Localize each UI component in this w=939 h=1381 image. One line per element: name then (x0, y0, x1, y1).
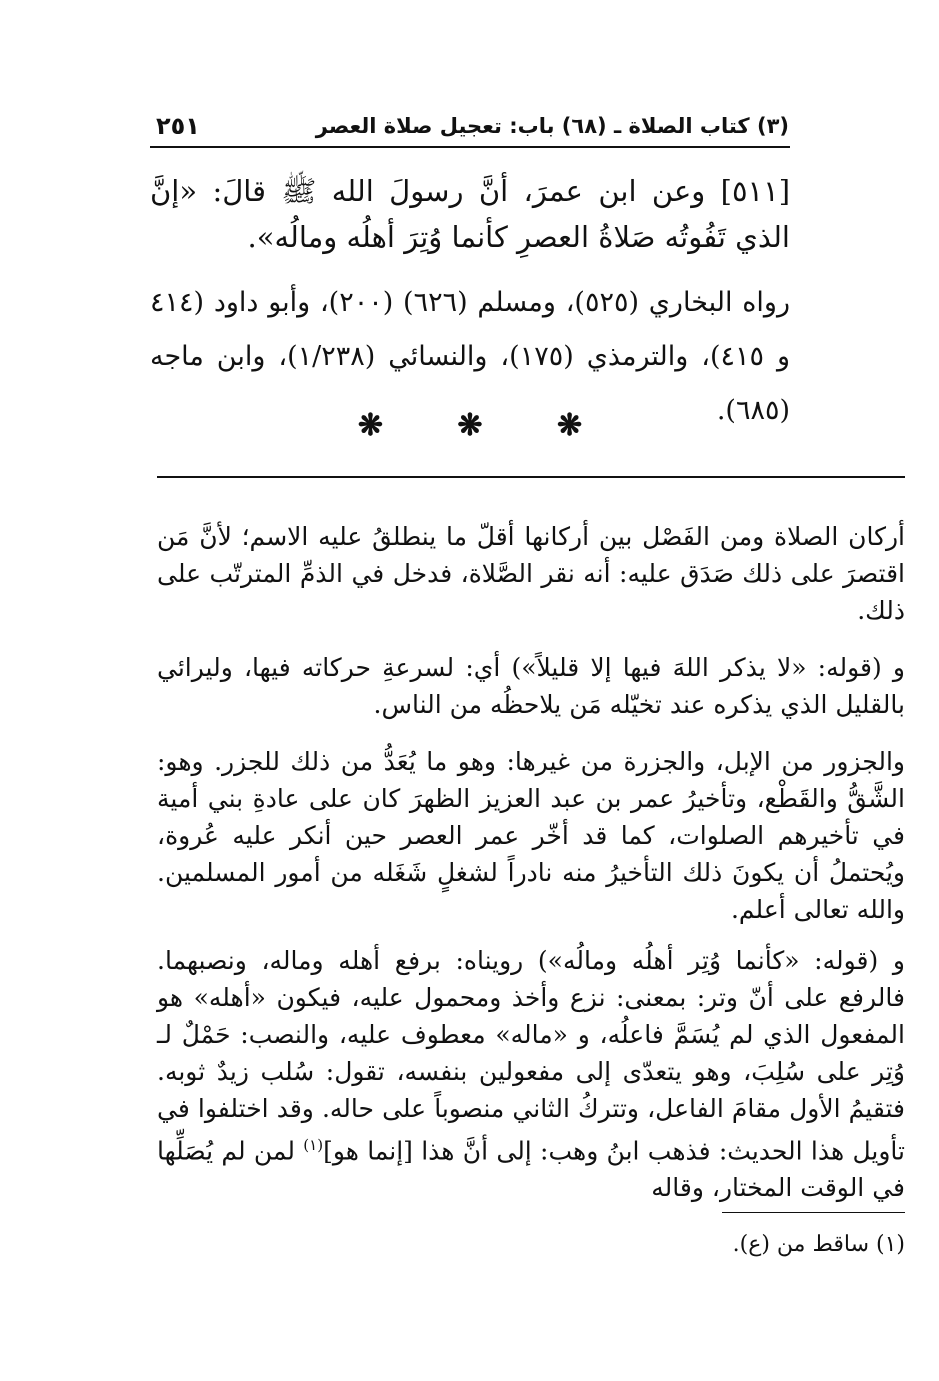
separator-star: ❋ (557, 408, 583, 443)
separator-star: ❋ (457, 408, 483, 443)
hadith-block (150, 168, 790, 438)
footnote-marker: (١) (303, 1136, 324, 1154)
footnote: (١) ساقط من (ع). (732, 1232, 905, 1257)
takhrij-paragraph: رواه البخاري (٥٢٥)، ومسلم (٦٢٦) (٢٠٠)، وأبو داود (٤١٤ و ٤١٥)، والترمذي (١٧٥)، والنسائي (١/٢٣٨)، وابن ماجه (٦٨٥). (150, 287, 791, 426)
commentary-paragraph-4 (157, 942, 905, 1206)
section-separator (150, 408, 790, 443)
commentary-block (157, 518, 905, 1226)
page-number: ٢٥١ (156, 112, 200, 140)
hadith-number: [٥١١] (720, 174, 791, 208)
separator-star: ❋ (357, 408, 383, 443)
commentary-text: لمن لم يُصَلِّها في الوقت المختار، وقاله (157, 1136, 905, 1203)
hadith-text: وعن ابن عمرَ، أنَّ رسولَ الله ﷺ قالَ: «إنَّ الذي تَفُوتُه صَلاةُ العصرِ كأنما وُتِرَ أهلُه ومالُه». (150, 174, 790, 254)
header-title: (٣) كتاب الصلاة ـ (٦٨) باب: تعجيل صلاة العصر (315, 114, 789, 138)
footnote-rule (722, 1212, 905, 1213)
running-header (150, 108, 789, 144)
commentary-paragraph-2: و (قوله: «لا يذكر اللهَ فيها إلا قليلاً») أي: لسرعةِ حركاته فيها، وليرائي بالقليل الذي يذكره عند تخيّله مَن يلاحظُه من الناس. (157, 653, 905, 719)
commentary-paragraph-1: أركان الصلاة ومن الفَصْل بين أركانها أقلّ ما ينطلقُ عليه الاسم؛ لأنَّ مَن اقتصرَ على ذلك صَدَق عليه: أنه نقر الصَّلاة، فدخل في الذمِّ المترتّب على ذلك. (157, 522, 905, 625)
header-rule (150, 146, 790, 148)
commentary-paragraph-3: والجزور من الإبل، والجزرة من غيرها: وهو ما يُعَدُّ من ذلك للجزر. وهو: الشَّقُّ والقَطْع، وتأخيرُ عمر بن عبد العزيز الظهرَ كان على عادةِ بني أمية في تأخيرهم الصلوات، كما قد أخّر عمر العصر حين أنكر عليه عُروة، ويُحتملُ أن يكونَ ذلك التأخيرُ منه نادراً لشغلٍ شَغَله من أمور المسلمين. والله تعالى أعلم. (157, 747, 905, 924)
commentary-text: و (قوله: «كأنما وُتِر أهلُه ومالُه») رويناه: برفع أهله وماله، ونصبهما. فالرفع على أنّ وتر: بمعنى: نزع وأخذ ومحمول عليه، فيكون «أهله» هو المفعول الذي لم يُسَمَّ فاعلُه، و «ماله» معطوف عليه، والنصب: حَمْلٌ لـ وُتِر على سُلِبَ، وهو يتعدّى إلى مفعولين بنفسه، تقول: سُلب زيدٌ ثوبه. فتقيمُ الأول مقامَ الفاعل، وتتركُ الثاني منصوباً على حاله. وقد اختلفوا في تأويل هذا الحديث: فذهب ابنُ وهب: إلى أنَّ هذا [إنما هو] (157, 946, 905, 1166)
hadith-paragraph (150, 168, 790, 260)
commentary-divider (157, 476, 905, 478)
